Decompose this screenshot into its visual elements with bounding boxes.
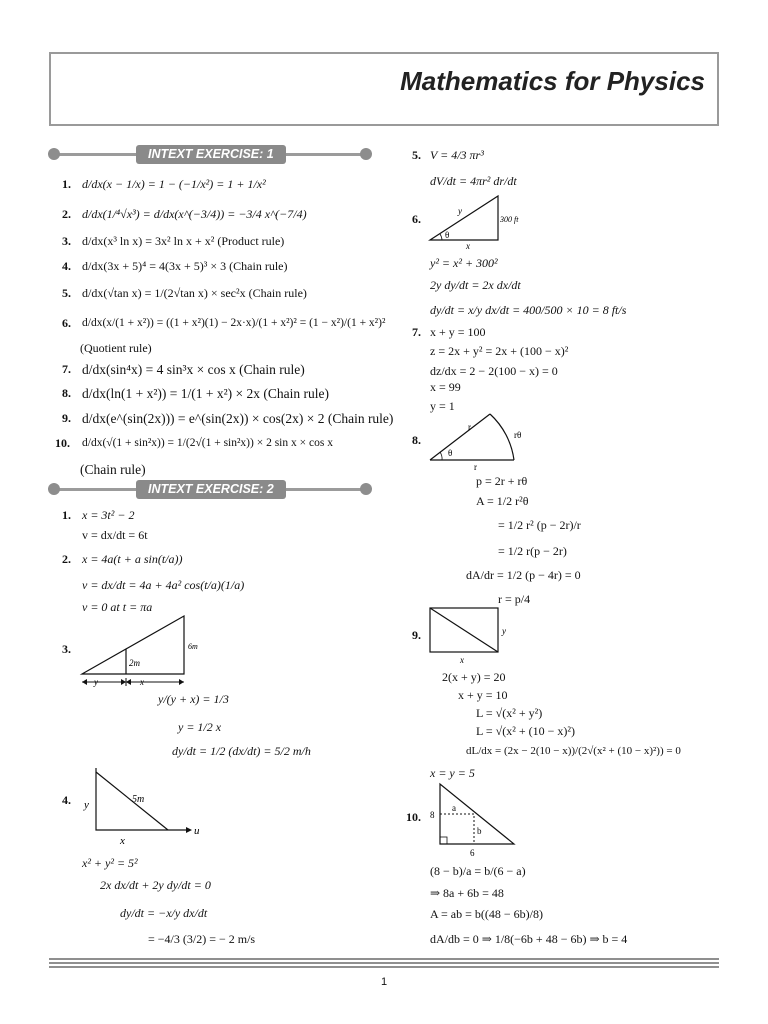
ex1-answer-10: d/dx(√(1 + sin²x)) = 1/(2√(1 + sin²x)) × 2 sin x × cos x: [82, 437, 333, 449]
sliding-ladder-figure: [80, 764, 210, 848]
sector-figure: [428, 412, 538, 472]
ex1-num-8: 8.: [62, 386, 71, 400]
right-answer-8d: = 1/2 r(p − 2r): [498, 544, 567, 558]
fig8-r1-label: r: [468, 422, 471, 432]
footer-rule-mid: [49, 962, 719, 964]
fig6-y-label: y: [458, 206, 462, 216]
banner-dot-left: [48, 148, 60, 160]
ex2-answer-4d: = −4/3 (3/2) = − 2 m/s: [148, 932, 256, 946]
section-title-ex2: INTEXT EXERCISE: 2: [136, 480, 286, 499]
footer-rule-top: [49, 958, 719, 960]
rectangle-diagonal-figure: [428, 606, 518, 664]
section-title-ex1: INTEXT EXERCISE: 1: [136, 145, 286, 164]
fig8-r2-label: r: [474, 462, 477, 472]
fig3-y-label: y: [94, 677, 98, 687]
right-answer-9e: dL/dx = (2x − 2(10 − x))/(2√(x² + (10 − x)²)) = 0: [466, 745, 681, 757]
right-answer-7c: dz/dx = 2 − 2(100 − x) = 0: [430, 364, 558, 378]
fig4-y-label: y: [84, 799, 89, 811]
ex2-num-1: 1.: [62, 508, 71, 522]
right-num-10: 10.: [406, 810, 421, 824]
right-answer-7a: x + y = 100: [430, 325, 486, 339]
ex1-answer-3: d/dx(x³ ln x) = 3x² ln x + x² (Product rule): [82, 234, 285, 248]
ex2-num-3: 3.: [62, 642, 71, 656]
right-answer-8b: A = 1/2 r²θ: [476, 494, 529, 508]
fig9-y-label: y: [502, 626, 506, 636]
fig4-x-label: x: [120, 835, 125, 847]
fig4-u-label: u: [194, 825, 200, 837]
banner-dot-left: [48, 483, 60, 495]
ex1-answer-2: d/dx(1/⁴√x³) = d/dx(x^(−3/4)) = −3/4 x^(−7/4): [82, 207, 307, 221]
inscribed-rectangle-figure: [428, 780, 524, 860]
right-answer-10b: ⇒ 8a + 6b = 48: [430, 886, 504, 900]
fig8-theta-label: θ: [448, 448, 453, 458]
right-answer-9b: x + y = 10: [458, 688, 508, 702]
ex2-answer-3a: y/(y + x) = 1/3: [158, 692, 229, 706]
ex2-answer-1b: v = dx/dt = 6t: [82, 528, 148, 542]
fig8-arc-label: rθ: [514, 430, 522, 440]
fig10-a-label: a: [452, 803, 456, 813]
section-banner-ex2: [48, 480, 372, 500]
fig10-eight-label: 8: [430, 810, 435, 820]
ex1-answer-7: d/dx(sin⁴x) = 4 sin³x × cos x (Chain rule): [82, 362, 305, 377]
right-answer-9a: 2(x + y) = 20: [442, 670, 506, 684]
right-answer-9d: L = √(x² + (10 − x)²): [476, 724, 575, 738]
section-banner-ex1: [48, 145, 372, 165]
right-answer-8a: p = 2r + rθ: [476, 474, 528, 488]
ex1-num-9: 9.: [62, 411, 71, 425]
fig3-inner-label: 2m: [129, 658, 140, 668]
right-answer-8e: dA/dr = 1/2 (p − 4r) = 0: [466, 568, 581, 582]
right-num-7: 7.: [412, 325, 421, 339]
right-answer-10d: dA/db = 0 ⇒ 1/8(−6b + 48 − 6b) ⇒ b = 4: [430, 932, 628, 946]
right-answer-7d: x = 99: [430, 380, 461, 394]
ex1-num-6: 6.: [62, 316, 71, 330]
ex1-num-10: 10.: [55, 436, 70, 450]
ex1-num-3: 3.: [62, 234, 71, 248]
page-number: 1: [380, 976, 388, 988]
right-num-5: 5.: [412, 148, 421, 162]
ex1-answer-10-note: (Chain rule): [80, 462, 146, 477]
ex1-answer-4: d/dx(3x + 5)⁴ = 4(3x + 5)³ × 3 (Chain rule): [82, 259, 288, 273]
ex2-num-4: 4.: [62, 793, 71, 807]
ex2-answer-4a: x² + y² = 5²: [82, 856, 138, 870]
right-answer-9f: x = y = 5: [430, 766, 475, 780]
page-title: Mathematics for Physics: [400, 66, 705, 96]
ex1-num-4: 4.: [62, 259, 71, 273]
ex1-num-7: 7.: [62, 362, 71, 376]
banner-dot-right: [360, 148, 372, 160]
right-answer-9c: L = √(x² + y²): [476, 706, 543, 720]
right-answer-6c: dy/dt = x/y dx/dt = 400/500 × 10 = 8 ft/s: [430, 303, 627, 317]
ex2-answer-1: x = 3t² − 2: [82, 508, 135, 522]
fig6-x-label: x: [466, 241, 470, 250]
right-num-9: 9.: [412, 628, 421, 642]
ex1-num-1: 1.: [62, 177, 71, 191]
ex2-answer-2c: v = 0 at t = πa: [82, 600, 153, 614]
right-answer-5a: V = 4/3 πr³: [430, 148, 484, 162]
right-answer-8c: = 1/2 r² (p − 2r)/r: [498, 518, 581, 532]
fig10-b-label: b: [477, 826, 482, 836]
ex1-answer-5: d/dx(√tan x) = 1/(2√tan x) × sec²x (Chain rule): [82, 286, 307, 300]
ex1-answer-9: d/dx(e^(sin(2x))) = e^(sin(2x)) × cos(2x) × 2 (Chain rule): [82, 411, 394, 426]
right-num-8: 8.: [412, 433, 421, 447]
ex2-answer-3c: dy/dt = 1/2 (dx/dt) = 5/2 m/h: [172, 744, 311, 758]
right-answer-5b: dV/dt = 4πr² dr/dt: [430, 174, 517, 188]
fig6-theta-label: θ: [445, 230, 450, 240]
right-answer-10a: (8 − b)/a = b/(6 − a): [430, 864, 526, 878]
ex2-answer-2b: v = dx/dt = 4a + 4a² cos(t/a)(1/a): [82, 578, 245, 592]
ex1-num-5: 5.: [62, 286, 71, 300]
footer-rule-bottom: [49, 966, 719, 968]
fig10-six-label: 6: [470, 848, 475, 858]
ex2-answer-3b: y = 1/2 x: [178, 720, 222, 734]
right-answer-10c: A = ab = b((48 − 6b)/8): [430, 907, 543, 921]
right-answer-6a: y² = x² + 300²: [430, 256, 498, 270]
fig4-hyp-label: 5m: [132, 794, 145, 805]
ex2-answer-2: x = 4a(t + a sin(t/a)): [82, 552, 183, 566]
banner-dot-right: [360, 483, 372, 495]
fig3-side-label: 6m: [188, 642, 198, 651]
right-answer-6b: 2y dy/dt = 2x dx/dt: [430, 278, 521, 292]
ex1-answer-8: d/dx(ln(1 + x²)) = 1/(1 + x²) × 2x (Chain rule): [82, 386, 330, 401]
right-num-6: 6.: [412, 212, 421, 226]
ex1-answer-6-note: (Quotient rule): [80, 341, 152, 355]
ex1-answer-1: d/dx(x − 1/x) = 1 − (−1/x²) = 1 + 1/x²: [82, 177, 266, 191]
right-answer-8f: r = p/4: [498, 592, 531, 606]
fig9-x-label: x: [460, 655, 464, 664]
kite-string-figure: [428, 194, 528, 250]
fig6-side-label: 300 ft: [500, 215, 519, 224]
ex2-answer-4c: dy/dt = −x/y dx/dt: [120, 906, 208, 920]
right-answer-7e: y = 1: [430, 399, 455, 413]
ex2-answer-4b: 2x dx/dt + 2y dy/dt = 0: [100, 878, 211, 892]
fig3-x-label: x: [140, 677, 144, 687]
ladder-triangle-figure: [78, 612, 228, 690]
ex1-answer-6: d/dx(x/(1 + x²)) = ((1 + x²)(1) − 2x·x)/(1 + x²)² = (1 − x²)/(1 + x²)²: [82, 317, 386, 329]
ex2-num-2: 2.: [62, 552, 71, 566]
title-box: [49, 52, 719, 126]
right-answer-7b: z = 2x + y² = 2x + (100 − x)²: [430, 344, 569, 358]
ex1-num-2: 2.: [62, 207, 71, 221]
